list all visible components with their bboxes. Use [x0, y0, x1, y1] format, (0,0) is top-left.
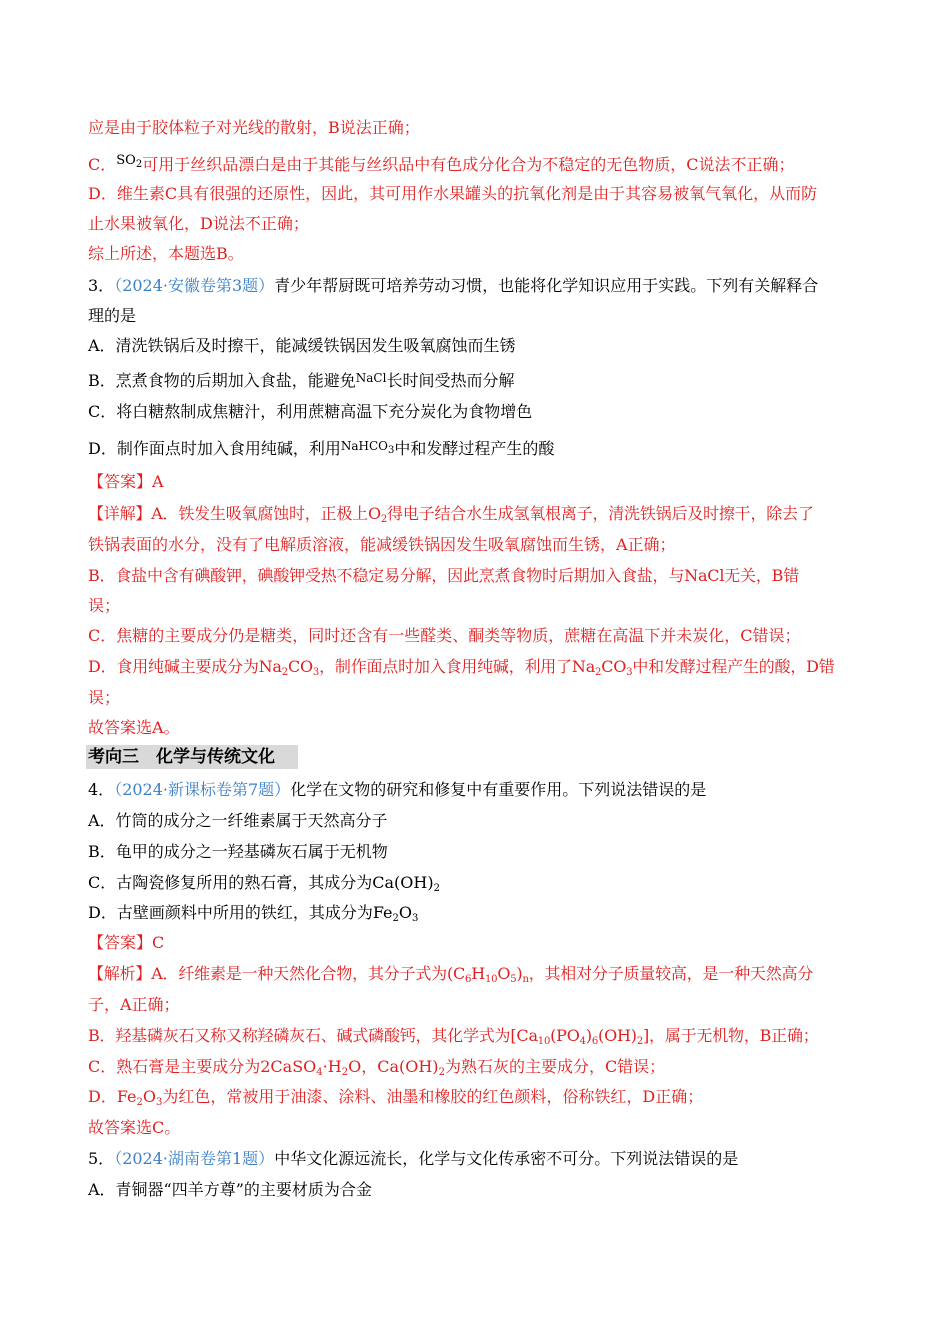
option-a: A．清洗铁锅后及时擦干，能减缓铁锅因发生吸氧腐蚀而生锈	[88, 336, 516, 355]
explanation-line: D．维生素C具有很强的还原性，因此，其可用作水果罐头的抗氧化剂是由于其容易被氧气氧化，从而防	[88, 184, 818, 203]
explanation-line: 故答案选C。	[88, 1118, 181, 1137]
question-source: （2024·湖南卷第1题）	[114, 1149, 275, 1168]
explanation-line: 【详解】A．铁发生吸氧腐蚀时，正极上$O_2$得电子结合水生成氢氧根离子，清洗铁锅后及时擦干，除去了	[88, 504, 814, 525]
option-d: D．古壁画颜料中所用的铁红，其成分为$Fe_2O_3$	[88, 903, 419, 924]
formula-so2: SO2	[116, 153, 143, 170]
explanation-line: 误；	[88, 688, 121, 707]
question-3-stem: 3．（2024·安徽卷第3题）青少年帮厨既可培养劳动习惯，也能将化学知识应用于实践。下列有关解释合	[88, 276, 819, 295]
explanation-line: D．$Fe_2O_3$为红色，常被用于油漆、涂料、油墨和橡胶的红色颜料，俗称铁红，D正确；	[88, 1087, 704, 1108]
question-5-stem: 5．（2024·湖南卷第1题）中华文化源远流长，化学与文化传承密不可分。下列说法错误的是	[88, 1149, 739, 1168]
explanation-line: 止水果被氧化，D说法不正确；	[88, 214, 309, 233]
question-3-stem-cont: 理的是	[88, 306, 137, 325]
answer-label: 【答案】A	[88, 472, 164, 491]
explanation-line: B．羟基磷灰石又称又称羟磷灰石、碱式磷酸钙，其化学式为$[Ca_{10}(PO_4)_6(OH)_2]$，属于无机物，B正确；	[88, 1026, 819, 1047]
option-b: B．龟甲的成分之一羟基磷灰石属于无机物	[88, 842, 388, 861]
option-d: D．制作面点时加入食用纯碱，利用$^{NaHCO_3}$中和发酵过程产生的酸	[88, 439, 555, 458]
option-a: A．竹筒的成分之一纤维素属于天然高分子	[88, 811, 388, 830]
question-source: （2024·新课标卷第7题）	[114, 780, 291, 799]
section-heading: 考向三 化学与传统文化	[86, 745, 298, 769]
explanation-line: D．食用纯碱主要成分为$Na_2CO_3$，制作面点时加入食用纯碱，利用了$Na_2CO_3$中和发酵过程产生的酸，D错	[88, 657, 835, 678]
option-c: C．古陶瓷修复所用的熟石膏，其成分为$Ca(OH)_2$	[88, 873, 440, 894]
explanation-line: 综上所述，本题选B。	[88, 244, 244, 263]
explanation-line: C．熟石膏是主要成分为$2CaSO_4\cdot H_2O$，$Ca(OH)_2$为熟石灰的主要成分，C错误；	[88, 1057, 666, 1078]
answer-label: 【答案】C	[88, 933, 165, 952]
option-b: B．烹煮食物的后期加入食盐，能避免$^{NaCl}$长时间受热而分解	[88, 371, 515, 390]
explanation-line: 误；	[88, 596, 121, 615]
explanation-line: C．$^{SO_2}$可用于丝织品漂白是由于其能与丝织品中有色成分化合为不稳定的无色物质，C说法不正确；	[88, 153, 795, 174]
explanation-line: 铁锅表面的水分，没有了电解质溶液，能减缓铁锅因发生吸氧腐蚀而生锈，A正确；	[88, 535, 676, 554]
question-4-stem: 4．（2024·新课标卷第7题）化学在文物的研究和修复中有重要作用。下列说法错误的是	[88, 780, 707, 799]
explanation-line: 【解析】A．纤维素是一种天然化合物，其分子式为$(C_6H_{10}O_5)_n$，其相对分子质量较高，是一种天然高分	[88, 964, 814, 985]
explanation-line: C．焦糖的主要成分仍是糖类，同时还含有一些醛类、酮类等物质，蔗糖在高温下并未炭化，C错误；	[88, 626, 801, 645]
explanation-line: 子，A正确；	[88, 995, 180, 1014]
question-source: （2024·安徽卷第3题）	[114, 276, 275, 295]
explanation-line: 应是由于胶体粒子对光线的散射，B说法正确；	[88, 118, 420, 137]
explanation-line: 故答案选A。	[88, 718, 180, 737]
explanation-line: B．食盐中含有碘酸钾，碘酸钾受热不稳定易分解，因此烹煮食物时后期加入食盐，与NaCl无关，B错	[88, 566, 800, 585]
option-c: C．将白糖熬制成焦糖汁，利用蔗糖高温下充分炭化为食物增色	[88, 402, 533, 421]
option-a: A．青铜器“四羊方尊”的主要材质为合金	[88, 1180, 372, 1199]
